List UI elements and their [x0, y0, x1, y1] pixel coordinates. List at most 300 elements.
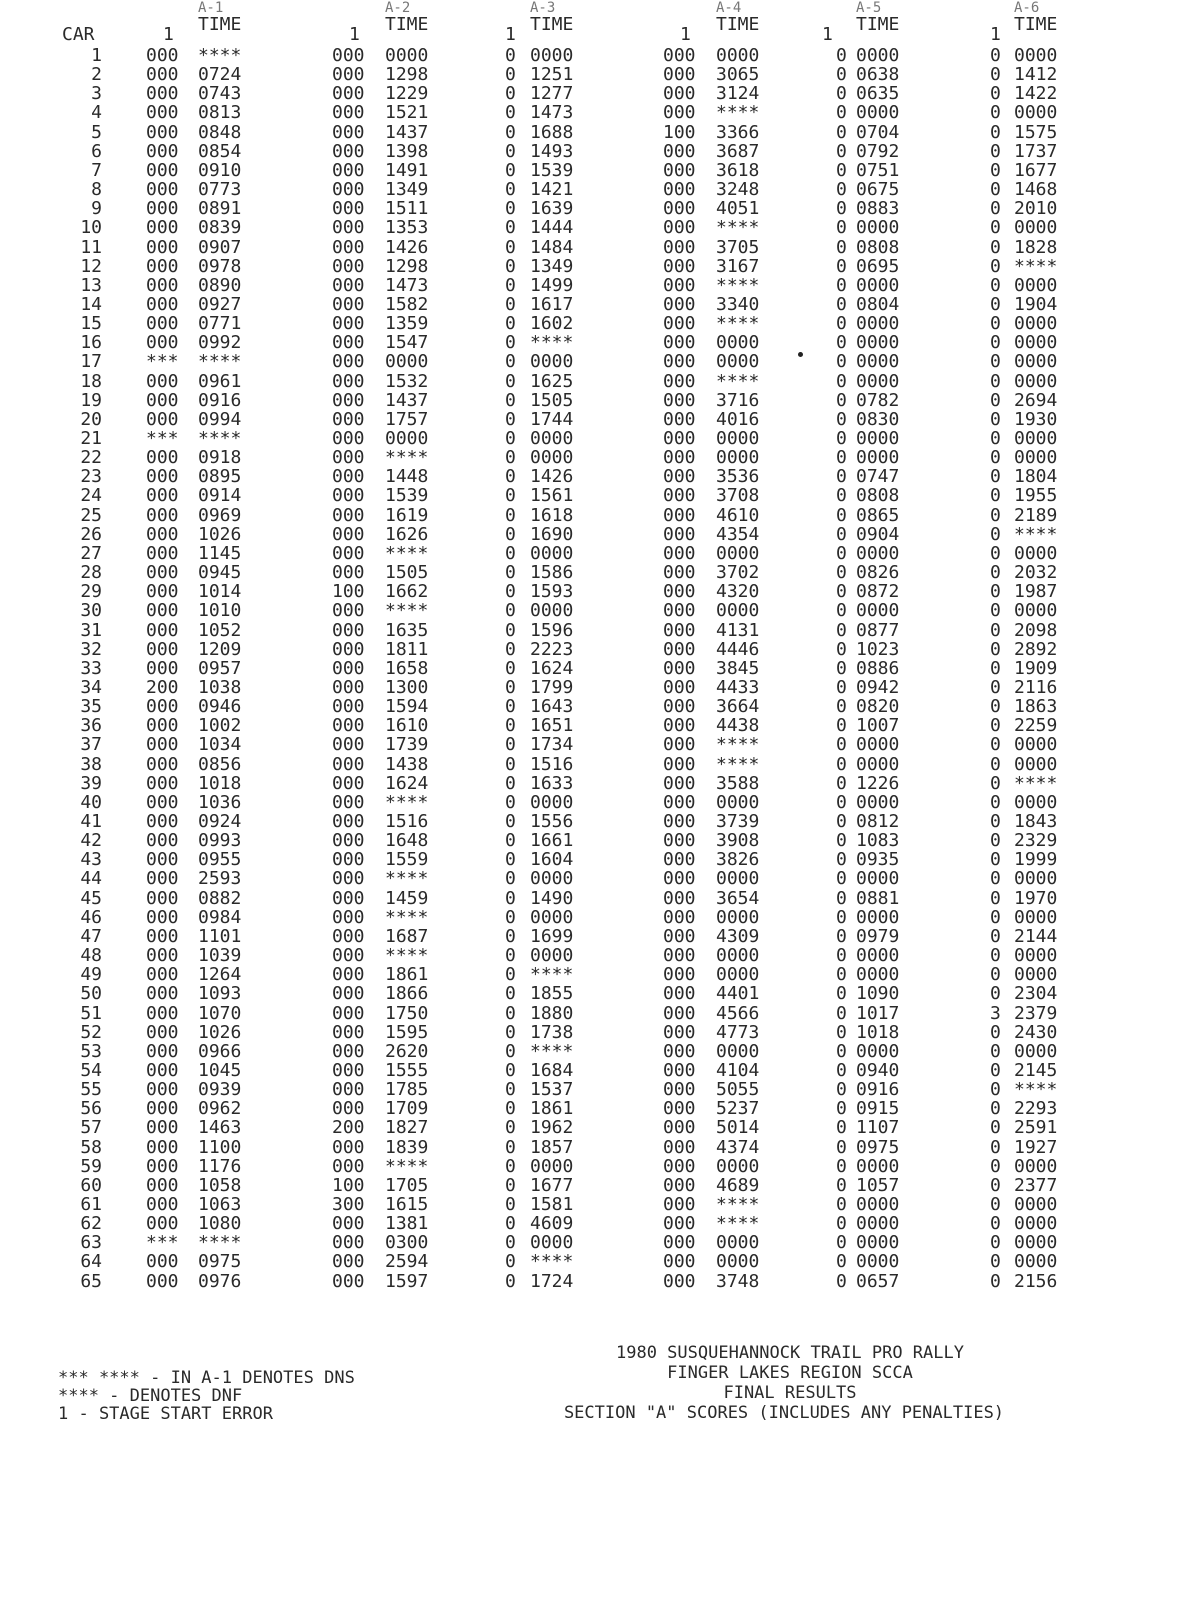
- time-a4: 0000: [716, 332, 760, 354]
- penalty-a5: 0: [836, 198, 847, 220]
- penalty-a2: 000: [332, 849, 365, 871]
- table-row: [0, 429, 1200, 448]
- penalty-a5: 0: [836, 638, 847, 660]
- penalty-a4: 000: [663, 408, 696, 430]
- penalty-a1: 000: [146, 293, 179, 315]
- time-a3: ****: [530, 964, 574, 986]
- penalty-a3: 0: [505, 428, 516, 449]
- time-a6: 0000: [1014, 542, 1058, 564]
- car-number: 29: [80, 581, 102, 603]
- time-a6: ****: [1014, 772, 1058, 794]
- penalty-a1: 000: [146, 1213, 179, 1235]
- penalty-a3: 0: [505, 140, 516, 162]
- penalty-a6: 0: [990, 140, 1001, 162]
- penalty-a3: 0: [505, 1117, 516, 1139]
- time-a4: 0000: [716, 791, 760, 813]
- table-row: [0, 601, 1200, 620]
- penalty-a6: 0: [990, 734, 1001, 756]
- penalty-a5: 0: [836, 964, 847, 986]
- time-a5: 0812: [856, 811, 900, 832]
- car-number: 65: [80, 1270, 102, 1292]
- time-a2: 0000: [385, 428, 429, 449]
- penalty-a6: 0: [990, 925, 1001, 947]
- time-a1: ****: [198, 1232, 242, 1254]
- time-a1: 1176: [198, 1155, 242, 1177]
- time-a4: ****: [716, 370, 760, 392]
- penalty-a3: 0: [505, 504, 516, 526]
- penalty-a5: 0: [836, 1117, 847, 1139]
- car-number: 47: [80, 925, 102, 947]
- time-a5: 0883: [856, 198, 900, 220]
- penalty-a4: 000: [663, 562, 696, 583]
- time-a2: 1505: [385, 562, 429, 583]
- penalty-a6: 0: [990, 102, 1001, 124]
- penalty-a4: 000: [663, 1270, 696, 1292]
- penalty-a5: 0: [836, 389, 847, 411]
- penalty-a4: 000: [663, 849, 696, 871]
- penalty-a1: 000: [146, 1136, 179, 1158]
- time-a3: 0000: [530, 791, 574, 813]
- penalty-a6: 0: [990, 1270, 1001, 1292]
- penalty-a4: 000: [663, 351, 696, 373]
- car-number: 43: [80, 849, 102, 871]
- penalty-a4: 000: [663, 159, 696, 181]
- penalty-a5: 0: [836, 925, 847, 947]
- penalty-a5: 0: [836, 83, 847, 105]
- penalty-a2: 000: [332, 159, 365, 181]
- time-a6: 0000: [1014, 868, 1058, 890]
- time-a1: 0927: [198, 293, 242, 315]
- time-a6: 0000: [1014, 102, 1058, 124]
- penalty-a1: ***: [146, 428, 179, 449]
- time-a5: 0000: [856, 1213, 900, 1235]
- time-a2: 1448: [385, 466, 429, 488]
- table-row: [0, 46, 1200, 65]
- penalty-a6: 0: [990, 562, 1001, 583]
- penalty-a3: 0: [505, 351, 516, 373]
- time-a1: 0910: [198, 159, 242, 181]
- time-a1: 0961: [198, 370, 242, 392]
- penalty-a2: 000: [332, 753, 365, 775]
- time-a4: 3588: [716, 772, 760, 794]
- print-speck: [798, 352, 803, 357]
- table-row: [0, 295, 1200, 314]
- time-a5: 0820: [856, 696, 900, 718]
- time-a3: 1625: [530, 370, 574, 392]
- penalty-a5: 0: [836, 370, 847, 392]
- penalty-a3: 0: [505, 849, 516, 871]
- time-a3: 0000: [530, 1232, 574, 1254]
- penalty-a4: 000: [663, 811, 696, 832]
- time-a6: 1828: [1014, 236, 1058, 258]
- penalty-a6: 0: [990, 1136, 1001, 1158]
- penalty-a6: 0: [990, 313, 1001, 335]
- region-title: FINGER LAKES REGION SCCA: [667, 1363, 913, 1383]
- table-row: [0, 1195, 1200, 1214]
- time-a1: 1100: [198, 1136, 242, 1158]
- time-a3: 0000: [530, 45, 574, 66]
- time-a1: 0993: [198, 830, 242, 852]
- penalty-a3: 0: [505, 945, 516, 966]
- penalty-a5: 0: [836, 753, 847, 775]
- penalty-a1: 000: [146, 1174, 179, 1196]
- table-row: [0, 927, 1200, 946]
- penalty-a5: 0: [836, 945, 847, 966]
- time-a5: 0975: [856, 1136, 900, 1158]
- penalty-a3: 0: [505, 562, 516, 583]
- time-a1: 0773: [198, 179, 242, 200]
- penalty-a5: 0: [836, 983, 847, 1005]
- penalty-a2: 000: [332, 964, 365, 986]
- penalty-a6: 0: [990, 159, 1001, 181]
- penalty-a3: 0: [505, 121, 516, 143]
- penalty-a1: 000: [146, 274, 179, 296]
- penalty-a1: 000: [146, 887, 179, 909]
- time-a5: 0000: [856, 102, 900, 124]
- penalty-a6: 0: [990, 581, 1001, 603]
- time-a4: 4104: [716, 1059, 760, 1081]
- time-a1: 0848: [198, 121, 242, 143]
- penalty-a2: 000: [332, 485, 365, 507]
- penalty-a6: 0: [990, 619, 1001, 641]
- penalty-a6: 0: [990, 1117, 1001, 1139]
- time-a6: 1422: [1014, 83, 1058, 105]
- time-a5: 0830: [856, 408, 900, 430]
- penalty-a3: 0: [505, 791, 516, 813]
- penalty-a6: 0: [990, 542, 1001, 564]
- penalty-a4: 000: [663, 1232, 696, 1254]
- time-a6: 2694: [1014, 389, 1058, 411]
- penalty-a5: 0: [836, 485, 847, 507]
- time-a3: 1561: [530, 485, 574, 507]
- time-a5: 1057: [856, 1174, 900, 1196]
- time-a4: 4689: [716, 1174, 760, 1196]
- time-a4: 3664: [716, 696, 760, 718]
- time-a2: 0000: [385, 45, 429, 66]
- time-a4: 0000: [716, 1251, 760, 1273]
- penalty-a2: 000: [332, 274, 365, 296]
- time-a4: 0000: [716, 428, 760, 449]
- time-a1: 0882: [198, 887, 242, 909]
- time-a4: 0000: [716, 45, 760, 66]
- time-a6: 1677: [1014, 159, 1058, 181]
- table-row: [0, 1099, 1200, 1118]
- penalty-a6: 0: [990, 504, 1001, 526]
- car-number: 48: [80, 945, 102, 966]
- penalty-a5: 0: [836, 1021, 847, 1043]
- penalty-a2: 200: [332, 1117, 365, 1139]
- penalty-a5: 0: [836, 466, 847, 488]
- penalty-a3: 0: [505, 772, 516, 794]
- time-a3: 1855: [530, 983, 574, 1005]
- car-number: 52: [80, 1021, 102, 1043]
- penalty-a5: 0: [836, 1059, 847, 1081]
- time-a4: 4773: [716, 1021, 760, 1043]
- time-a5: 1007: [856, 715, 900, 737]
- car-number: 25: [80, 504, 102, 526]
- penalty-a1: 000: [146, 102, 179, 124]
- penalty-a1: 000: [146, 791, 179, 813]
- penalty-a6: 0: [990, 811, 1001, 832]
- time-a2: 1709: [385, 1098, 429, 1120]
- penalty-a6: 0: [990, 600, 1001, 622]
- time-a5: 0675: [856, 179, 900, 200]
- penalty-a2: 000: [332, 217, 365, 239]
- time-a5: 0979: [856, 925, 900, 947]
- time-a6: 1468: [1014, 179, 1058, 200]
- car-number: 6: [91, 140, 102, 162]
- time-a4: 0000: [716, 351, 760, 373]
- time-a2: 1298: [385, 64, 429, 86]
- car-number: 13: [80, 274, 102, 296]
- penalty-a6: 0: [990, 274, 1001, 296]
- table-row: [0, 1176, 1200, 1195]
- table-row: [0, 621, 1200, 640]
- table-row: [0, 1252, 1200, 1271]
- penalty-a4: 000: [663, 600, 696, 622]
- penalty-a5: 0: [836, 217, 847, 239]
- table-row: [0, 984, 1200, 1003]
- penalty-a1: 000: [146, 849, 179, 871]
- time-a1: 0813: [198, 102, 242, 124]
- table-row: [0, 1157, 1200, 1176]
- time-a2: 1595: [385, 1021, 429, 1043]
- time-a6: 0000: [1014, 447, 1058, 469]
- penalty-a5: 0: [836, 715, 847, 737]
- penalty-a2: 000: [332, 868, 365, 890]
- time-a1: 1080: [198, 1213, 242, 1235]
- penalty-a4: 000: [663, 102, 696, 124]
- penalty-a5: 0: [836, 236, 847, 258]
- penalty-a6: 0: [990, 868, 1001, 890]
- penalty-a4: 000: [663, 619, 696, 641]
- penalty-a3: 0: [505, 217, 516, 239]
- table-row: [0, 831, 1200, 850]
- car-number: 27: [80, 542, 102, 564]
- time-a6: 0000: [1014, 791, 1058, 813]
- time-a3: 1349: [530, 255, 574, 277]
- penalty-a2: 000: [332, 542, 365, 564]
- penalty-a6: 0: [990, 1079, 1001, 1101]
- time-a6: 2591: [1014, 1117, 1058, 1139]
- time-a5: 0638: [856, 64, 900, 86]
- penalty-a6: 0: [990, 1251, 1001, 1273]
- time-a2: 2594: [385, 1251, 429, 1273]
- penalty-header-a1: 1: [163, 24, 174, 45]
- table-row: [0, 697, 1200, 716]
- table-row: [0, 1061, 1200, 1080]
- penalty-a5: 0: [836, 1155, 847, 1177]
- time-a1: 1209: [198, 638, 242, 660]
- penalty-a3: 0: [505, 313, 516, 335]
- penalty-a4: 000: [663, 887, 696, 909]
- time-a4: 0000: [716, 906, 760, 928]
- time-a3: 4609: [530, 1213, 574, 1235]
- time-a2: 1437: [385, 121, 429, 143]
- penalty-a4: 000: [663, 1136, 696, 1158]
- time-header-a1: TIME: [198, 14, 242, 35]
- penalty-a5: 0: [836, 1270, 847, 1292]
- penalty-a4: 000: [663, 370, 696, 392]
- time-a1: 0962: [198, 1098, 242, 1120]
- table-row: [0, 793, 1200, 812]
- penalty-a1: 000: [146, 64, 179, 86]
- time-a1: 0854: [198, 140, 242, 162]
- time-a3: ****: [530, 332, 574, 354]
- penalty-a6: 0: [990, 753, 1001, 775]
- time-a4: 5014: [716, 1117, 760, 1139]
- penalty-a2: 000: [332, 811, 365, 832]
- penalty-a1: 000: [146, 159, 179, 181]
- time-a2: 1229: [385, 83, 429, 105]
- time-a1: 1039: [198, 945, 242, 966]
- time-a4: 3366: [716, 121, 760, 143]
- time-a2: 1438: [385, 753, 429, 775]
- penalty-a3: 0: [505, 485, 516, 507]
- time-a1: 0955: [198, 849, 242, 871]
- stage-label-a4: A-4: [716, 0, 742, 16]
- time-a1: 0984: [198, 906, 242, 928]
- car-number: 33: [80, 657, 102, 679]
- time-a1: 0839: [198, 217, 242, 239]
- penalty-a6: 0: [990, 887, 1001, 909]
- time-a2: 1594: [385, 696, 429, 718]
- time-a5: 0000: [856, 370, 900, 392]
- table-row: [0, 659, 1200, 678]
- time-a6: 0000: [1014, 332, 1058, 354]
- rally-title: 1980 SUSQUEHANNOCK TRAIL PRO RALLY: [616, 1343, 964, 1363]
- penalty-a2: 000: [332, 140, 365, 162]
- penalty-a4: 000: [663, 772, 696, 794]
- time-a6: 2098: [1014, 619, 1058, 641]
- penalty-a1: 000: [146, 45, 179, 66]
- penalty-a5: 0: [836, 1136, 847, 1158]
- table-row: [0, 1004, 1200, 1023]
- time-a1: 0994: [198, 408, 242, 430]
- penalty-a4: 000: [663, 83, 696, 105]
- time-a2: 1539: [385, 485, 429, 507]
- time-a4: ****: [716, 274, 760, 296]
- penalty-a3: 0: [505, 1098, 516, 1120]
- time-a1: 1145: [198, 542, 242, 564]
- car-number: 57: [80, 1117, 102, 1139]
- penalty-a2: 000: [332, 121, 365, 143]
- penalty-a3: 0: [505, 389, 516, 411]
- table-row: [0, 142, 1200, 161]
- penalty-a6: 3: [990, 1002, 1001, 1024]
- time-header-a6: TIME: [1014, 14, 1058, 35]
- table-row: [0, 889, 1200, 908]
- time-a4: 0000: [716, 1040, 760, 1062]
- table-row: [0, 1233, 1200, 1252]
- time-a4: ****: [716, 313, 760, 335]
- time-a5: 0695: [856, 255, 900, 277]
- penalty-a3: 0: [505, 830, 516, 852]
- car-number: 63: [80, 1232, 102, 1254]
- time-a3: 1651: [530, 715, 574, 737]
- car-number: 16: [80, 332, 102, 354]
- penalty-a2: 000: [332, 945, 365, 966]
- penalty-a3: 0: [505, 696, 516, 718]
- time-a3: 1633: [530, 772, 574, 794]
- penalty-a6: 0: [990, 179, 1001, 200]
- time-a5: 0000: [856, 1040, 900, 1062]
- time-a2: 1532: [385, 370, 429, 392]
- penalty-a3: 0: [505, 1232, 516, 1254]
- penalty-a4: 000: [663, 1174, 696, 1196]
- car-number: 35: [80, 696, 102, 718]
- penalty-a6: 0: [990, 389, 1001, 411]
- time-a1: 0992: [198, 332, 242, 354]
- time-a3: 1593: [530, 581, 574, 603]
- time-a1: 1045: [198, 1059, 242, 1081]
- car-number: 56: [80, 1098, 102, 1120]
- car-number: 62: [80, 1213, 102, 1235]
- time-a4: 5237: [716, 1098, 760, 1120]
- time-a3: 0000: [530, 542, 574, 564]
- penalty-a2: 000: [332, 1002, 365, 1024]
- stage-label-a2: A-2: [385, 0, 411, 16]
- car-number: 5: [91, 121, 102, 143]
- penalty-a1: 000: [146, 179, 179, 200]
- penalty-a6: 0: [990, 198, 1001, 220]
- penalty-a6: 0: [990, 945, 1001, 966]
- penalty-a6: 0: [990, 45, 1001, 66]
- time-a1: 0891: [198, 198, 242, 220]
- table-row: [0, 506, 1200, 525]
- car-number: 9: [91, 198, 102, 220]
- time-a1: 1063: [198, 1194, 242, 1215]
- time-a5: 0000: [856, 1155, 900, 1177]
- time-a2: 1359: [385, 313, 429, 335]
- penalty-a3: 0: [505, 906, 516, 928]
- time-a3: 1624: [530, 657, 574, 679]
- penalty-a3: 0: [505, 1213, 516, 1235]
- time-a4: 3908: [716, 830, 760, 852]
- time-a3: 1699: [530, 925, 574, 947]
- table-row: [0, 65, 1200, 84]
- car-number: 30: [80, 600, 102, 622]
- time-a6: 0000: [1014, 217, 1058, 239]
- penalty-a4: 000: [663, 428, 696, 449]
- penalty-a3: 0: [505, 274, 516, 296]
- time-a3: 1586: [530, 562, 574, 583]
- time-a6: 2116: [1014, 676, 1058, 698]
- time-a5: 0886: [856, 657, 900, 679]
- time-a6: 0000: [1014, 753, 1058, 775]
- time-a4: 0000: [716, 1232, 760, 1254]
- time-a5: 0657: [856, 1270, 900, 1292]
- penalty-a3: 0: [505, 715, 516, 737]
- time-a5: 0000: [856, 542, 900, 564]
- table-row: [0, 391, 1200, 410]
- penalty-a1: 000: [146, 504, 179, 526]
- penalty-a2: 000: [332, 1059, 365, 1081]
- time-a1: 1093: [198, 983, 242, 1005]
- time-a6: 0000: [1014, 1251, 1058, 1273]
- time-a1: 0907: [198, 236, 242, 258]
- penalty-a6: 0: [990, 772, 1001, 794]
- time-a6: 0000: [1014, 734, 1058, 756]
- penalty-a4: 000: [663, 45, 696, 66]
- penalty-a2: 000: [332, 313, 365, 335]
- penalty-a4: 000: [663, 734, 696, 756]
- penalty-a5: 0: [836, 1098, 847, 1120]
- time-a5: 0000: [856, 791, 900, 813]
- time-a6: 0000: [1014, 1040, 1058, 1062]
- time-a1: ****: [198, 351, 242, 373]
- penalty-a4: 000: [663, 906, 696, 928]
